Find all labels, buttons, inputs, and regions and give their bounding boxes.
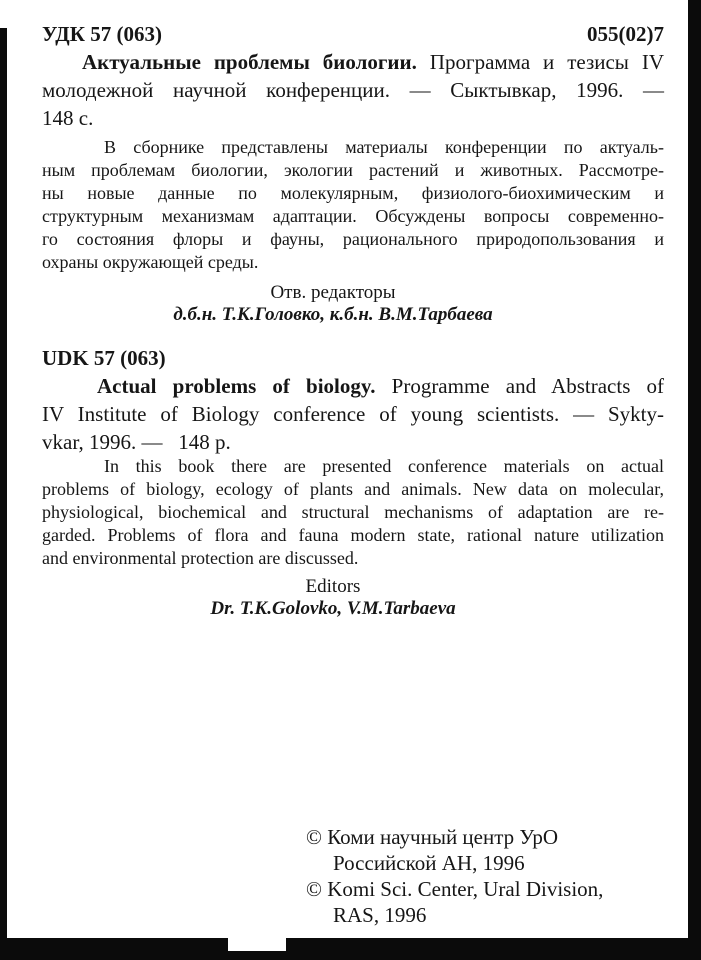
editors-names-ru: д.б.н. Т.К.Головко, к.б.н. В.М.Тарбаева [173, 304, 493, 325]
abstract-ru-line: структурным механизмам адаптации. Обсуждены вопросы современно- [42, 206, 664, 226]
book-title-en: Actual problems of biology. [97, 374, 376, 398]
abstract-ru-line: го состояния флоры и фауны, рационального природопользования и [42, 229, 664, 249]
scan-edge-right [688, 0, 701, 960]
editors-label-en: Editors [305, 576, 361, 597]
citation-ru-line-1-rest: Программа и тезисы IV [429, 50, 664, 74]
udk-line-en [42, 344, 664, 372]
copyright-line-ru-1: © Коми научный центр УрО [306, 825, 559, 849]
citation-ru [42, 20, 664, 132]
udk-line-ru [42, 20, 664, 48]
editors-en [42, 576, 664, 620]
udk-code-ru: УДК 57 (063) [42, 22, 162, 46]
citation-en-line-2: IV Institute of Biology conference of young scientists. — Sykty- [42, 402, 664, 426]
abstract-en-line: problems of biology, ecology of plants and animals. New data on molecular, [42, 479, 664, 499]
citation-ru-line-2: молодежной научной конференции. — Сыктывкар, 1996. — [42, 78, 664, 102]
citation-en-line-3: vkar, 1996. — 148 p. [42, 430, 231, 454]
abstract-en-line: and environmental protection are discussed. [42, 548, 359, 568]
abstract-en [42, 455, 664, 570]
abstract-ru-line: ным проблемам биологии, экологии растений и животных. Рассмотре- [42, 160, 664, 180]
copyright-block [306, 824, 676, 928]
abstract-ru [42, 136, 664, 274]
book-title-ru: Актуальные проблемы биологии. [82, 50, 417, 74]
citation-en-line-1-rest: Programme and Abstracts of [391, 374, 665, 398]
abstract-en-line: In this book there are presented conference materials on actual [104, 456, 664, 476]
copyright-line-ru-2: Российской АН, 1996 [333, 851, 525, 875]
abstract-ru-line: охраны окружающей среды. [42, 252, 259, 272]
abstract-en-line: physiological, biochemical and structural mechanisms of adaptation are re- [42, 502, 664, 522]
copyright-line-en-2: RAS, 1996 [333, 903, 427, 927]
editors-ru [42, 282, 664, 326]
scan-edge-left [0, 28, 7, 960]
udk-code-en: UDK 57 (063) [42, 346, 166, 370]
scan-edge-bottom [0, 938, 701, 960]
citation-en [42, 344, 664, 456]
abstract-ru-line: В сборнике представлены материалы конференции по актуаль- [104, 137, 664, 157]
catalog-index: 055(02)7 [587, 22, 664, 46]
citation-ru-line-1 [42, 48, 664, 76]
editors-label-ru: Отв. редакторы [270, 282, 396, 303]
abstract-en-line: garded. Problems of flora and fauna modern state, rational nature utilization [42, 525, 664, 545]
editors-names-en: Dr. T.K.Golovko, V.M.Tarbaeva [210, 598, 456, 619]
citation-en-line-1 [42, 372, 664, 400]
citation-ru-line-3: 148 с. [42, 106, 94, 130]
abstract-ru-line: ны новые данные по молекулярным, физиолого-биохимическим и [42, 183, 664, 203]
copyright-line-en-1: © Komi Sci. Center, Ural Division, [306, 877, 604, 901]
scan-edge-bottom-notch [228, 938, 286, 951]
